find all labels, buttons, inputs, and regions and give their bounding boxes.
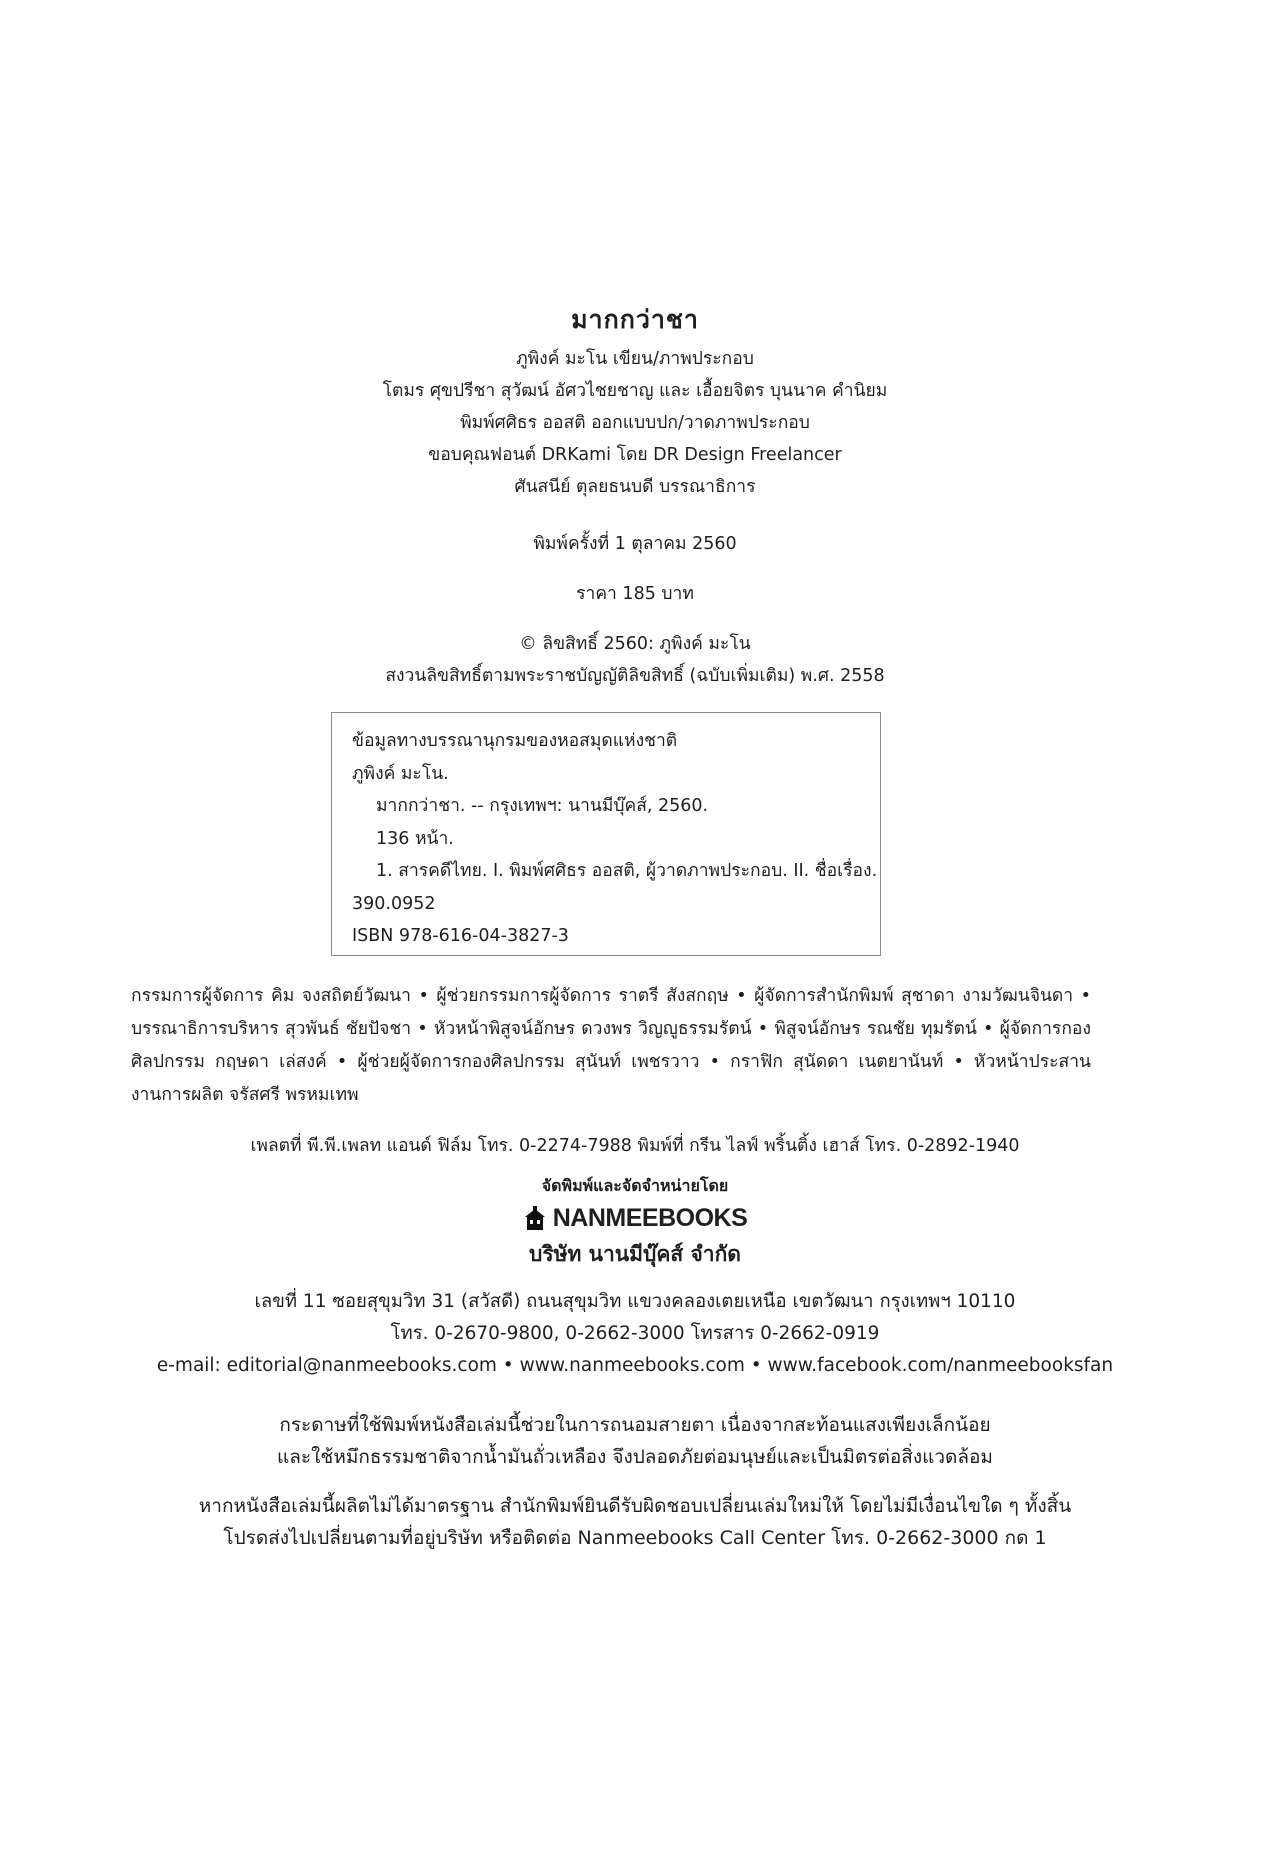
credit-illustrator: พิมพ์ศศิธร ออสติ ออกแบบปก/วาดภาพประกอบ <box>460 413 810 433</box>
cip-author: ภูพิงค์ มะโน. <box>352 763 449 784</box>
staff-list: กรรมการผู้จัดการ คิม จงสถิตย์วัฒนา • ผู้ช่วยกรรมการผู้จัดการ ราตรี สังสกฤษ • ผู้จัดการสำนักพิมพ์ สุชาดา งามวัฒนจินดา • บรรณาธิการบริหาร สุวพันธ์ ชัยปัจชา • หัวหน้าพิสูจน์อักษร ดวงพร วิญญูธรรมรัตน์ • พิสูจน์อักษร รณชัย ทุมรัตน์ • ผู้จัดการกองศิลปกรรม กฤษดา เล่สงค์ • ผู้ช่วยผู้จัดการกองศิลปกรรม สุนันท์ เพชรวาว • กราฟิก สุนัดดา เนตยานันท์ • หัวหน้าประสานงานการผลิต จรัสศรี พรหมเทพ <box>131 986 1091 1105</box>
publisher-logo-icon <box>523 1206 547 1232</box>
printing-line: เพลตที่ พี.พี.เพลท แอนด์ ฟิล์ม โทร. 0-2274-7988 พิมพ์ที่ กรีน ไลฟ์ พริ้นติ้ง เฮาส์ โทร. 0-2892-1940 <box>250 1136 1020 1156</box>
copyright-line: © ลิขสิทธิ์ 2560: ภูพิงค์ มะโน <box>519 634 751 654</box>
publisher-block <box>0 1170 1270 1271</box>
credit-editor: ศันสนีย์ ตุลยธนบดี บรรณาธิการ <box>514 477 756 497</box>
edition-line: พิมพ์ครั้งที่ 1 ตุลาคม 2560 <box>533 534 737 554</box>
printing-block <box>0 1130 1270 1162</box>
cip-data-box <box>331 712 881 956</box>
cip-isbn: ISBN 978-616-04-3827-3 <box>352 926 569 946</box>
defect-note-line-2: โปรดส่งไปเปลี่ยนตามที่อยู่บริษัท หรือติดต่อ Nanmeebooks Call Center โทร. 0-2662-3000 กด 1 <box>223 1527 1047 1549</box>
address-block <box>0 1286 1270 1382</box>
edition-block <box>0 528 1270 560</box>
book-title: มากกว่าชา <box>571 305 699 334</box>
company-address: เลขที่ 11 ซอยสุขุมวิท 31 (สวัสดี) ถนนสุขุมวิท แขวงคลองเตยเหนือ เขตวัฒนา กรุงเทพฯ 10110 <box>254 1291 1016 1312</box>
credits-block <box>0 343 1270 503</box>
paper-note-block <box>0 1409 1270 1473</box>
cip-classification: 390.0952 <box>352 893 436 914</box>
company-name: บริษัท นานมีบุ๊คส์ จำกัด <box>529 1241 741 1266</box>
distributed-by-label: จัดพิมพ์และจัดจำหน่ายโดย <box>541 1176 729 1195</box>
copyright-block <box>0 628 1270 692</box>
cip-title: มากกว่าชา. -- กรุงเทพฯ: นานมีบุ๊คส์, 2560. <box>376 796 709 816</box>
credit-author: ภูพิงค์ มะโน เขียน/ภาพประกอบ <box>516 349 754 369</box>
publisher-logo <box>0 1204 1270 1236</box>
copyright-law-line: สงวนลิขสิทธิ์ตามพระราชบัญญัติลิขสิทธิ์ (ฉบับเพิ่มเติม) พ.ศ. 2558 <box>385 666 885 686</box>
credit-font: ขอบคุณฟอนต์ DRKami โดย DR Design Freelancer <box>428 445 842 465</box>
cip-subjects: 1. สารคดีไทย. I. พิมพ์ศศิธร ออสติ, ผู้วาดภาพประกอบ. II. ชื่อเรื่อง. <box>376 861 878 881</box>
defect-note-line-1: หากหนังสือเล่มนี้ผลิตไม่ได้มาตรฐาน สำนักพิมพ์ยินดีรับผิดชอบเปลี่ยนเล่มใหม่ให้ โดยไม่มีเงื่อนไขใด ๆ ทั้งสิ้น <box>198 1495 1072 1517</box>
cip-heading: ข้อมูลทางบรรณานุกรมของหอสมุดแห่งชาติ <box>352 731 678 751</box>
paper-note-line-1: กระดาษที่ใช้พิมพ์หนังสือเล่มนี้ช่วยในการถนอมสายตา เนื่องจากสะท้อนแสงเพียงเล็กน้อย <box>279 1414 991 1436</box>
cip-pages: 136 หน้า. <box>376 828 454 849</box>
price-block <box>0 578 1270 610</box>
paper-note-line-2: และใช้หมึกธรรมชาติจากน้ำมันถั่วเหลือง จึงปลอดภัยต่อมนุษย์และเป็นมิตรต่อสิ่งแวดล้อม <box>277 1446 993 1468</box>
defect-note-block <box>0 1490 1270 1554</box>
book-title-block <box>0 300 1270 340</box>
price-line: ราคา 185 บาท <box>576 584 694 604</box>
company-contacts: e-mail: editorial@nanmeebooks.com • www.nanmeebooks.com • www.facebook.com/nanmeebooksfan <box>156 1355 1114 1376</box>
publisher-logo-text: NANMEEBOOKS <box>552 1204 748 1232</box>
credit-foreword: โตมร ศุขปรีชา สุวัฒน์ อัศวไชยชาญ และ เอื้อยจิตร บุนนาค คำนิยม <box>382 381 888 401</box>
company-phone: โทร. 0-2670-9800, 0-2662-3000 โทรสาร 0-2662-0919 <box>390 1323 880 1344</box>
